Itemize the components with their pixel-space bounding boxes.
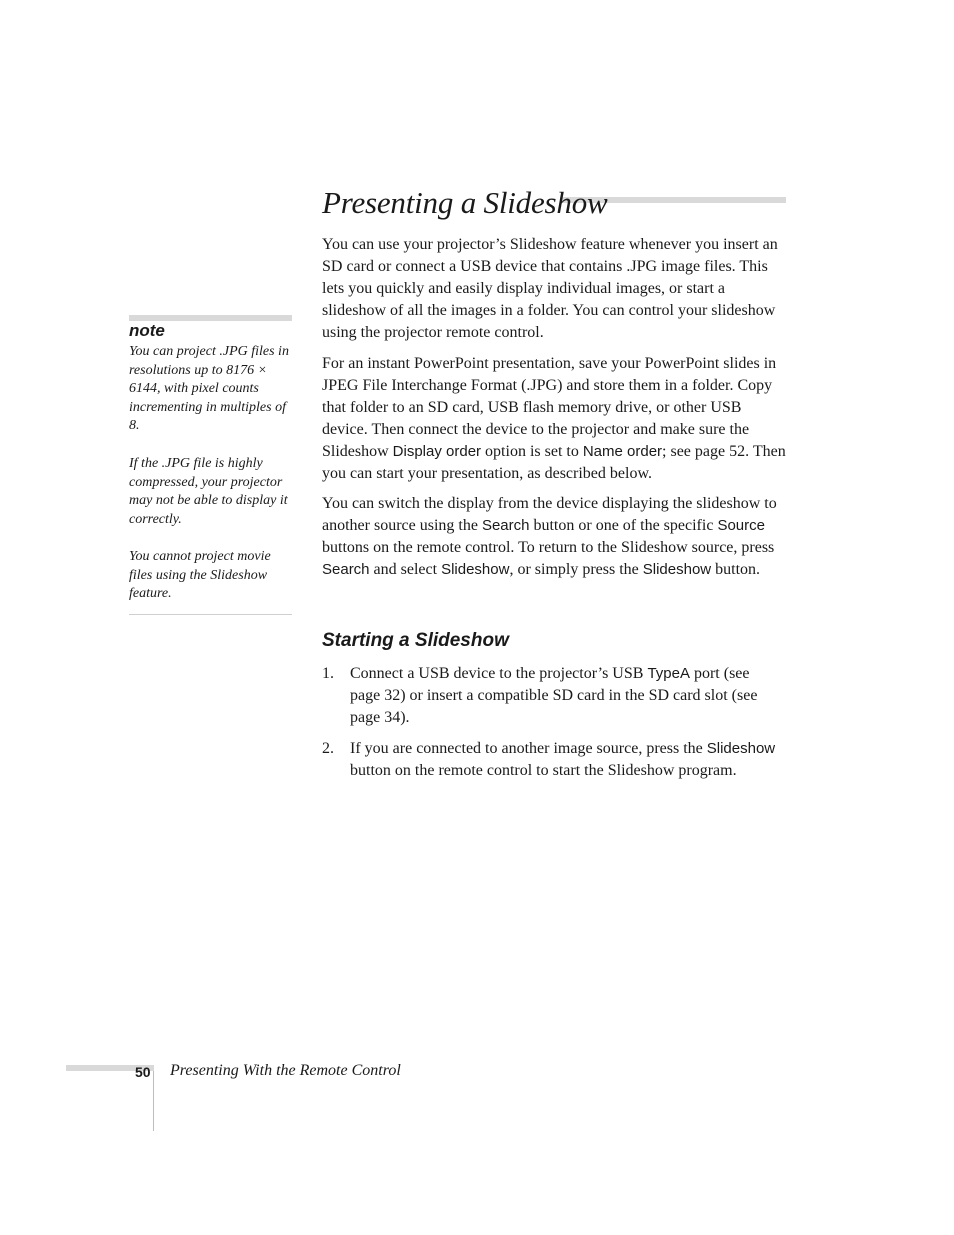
ui-term-search: Search	[322, 561, 370, 578]
step-number: 2.	[322, 740, 334, 757]
step-text	[350, 738, 780, 782]
note-paragraph-1: You can project .JPG files in resolutions up to 8176 × 6144, with pixel counts incrementing in multiples of 8.	[129, 344, 289, 434]
step-number: 1.	[322, 665, 334, 682]
chapter-title: Presenting a Slideshow	[322, 185, 608, 220]
note-paragraph-2: If the .JPG file is highly compressed, your projector may not be able to display it correctly.	[129, 456, 288, 527]
text-run: You can switch the display from the device displaying the slideshow to another source using the	[322, 495, 777, 534]
note-paragraph-3: You cannot project movie files using the Slideshow feature.	[129, 549, 271, 602]
ui-term-slideshow: Slideshow	[642, 561, 712, 578]
note-label: note	[129, 321, 165, 340]
section-title: Starting a Slideshow	[322, 630, 509, 651]
text-run: button.	[711, 561, 761, 578]
text-run: , or simply press the	[509, 561, 643, 578]
page-number: 50	[135, 1064, 151, 1080]
text-run: buttons on the remote control. To return to the Slideshow source, press	[322, 539, 775, 556]
text-run: ; see page 52. Then you can start your presentation, as described below.	[322, 443, 786, 482]
ui-term-name-order: Name order	[582, 443, 663, 460]
text-run: and select	[369, 561, 442, 578]
ui-term-search: Search	[481, 517, 530, 534]
text-run: For an instant PowerPoint presentation, save your PowerPoint slides in JPEG File Interchange Format (.JPG) and store them in a folder. Copy that folder to an SD card, USB flash memory drive, or other USB device. Then connect the device to the projector and make sure the Slideshow	[322, 355, 777, 460]
ui-term-display-order: Display order	[392, 443, 482, 460]
ui-term-slideshow: Slideshow	[441, 561, 510, 578]
text-run: option is set to	[481, 443, 583, 460]
ui-term-typea: TypeA	[647, 665, 690, 682]
text-run: port (see page 32) or insert a compatible SD card in the SD card slot (see page 34).	[350, 665, 758, 726]
ui-term-slideshow: Slideshow	[706, 740, 776, 757]
intro-paragraph-3	[322, 493, 786, 581]
step-text	[350, 663, 780, 729]
text-run: button or one of the specific	[529, 517, 718, 534]
footer-vertical-rule	[153, 1071, 154, 1131]
text-run: Connect a USB device to the projector’s USB	[350, 665, 648, 682]
text-run: If you are connected to another image source, press the	[350, 740, 707, 757]
intro-paragraph-1: You can use your projector’s Slideshow feature whenever you insert an SD card or connect a USB device that contains .JPG image files. This lets you quickly and easily display individual images, or start a slideshow of all the images in a folder. You can control your slideshow using the projector remote control.	[322, 236, 778, 341]
ui-term-source: Source	[717, 517, 765, 534]
footer-title: Presenting With the Remote Control	[170, 1062, 401, 1079]
note-bottom-rule	[129, 614, 292, 615]
text-run: button on the remote control to start the Slideshow program.	[350, 762, 737, 779]
intro-paragraph-2	[322, 353, 786, 485]
